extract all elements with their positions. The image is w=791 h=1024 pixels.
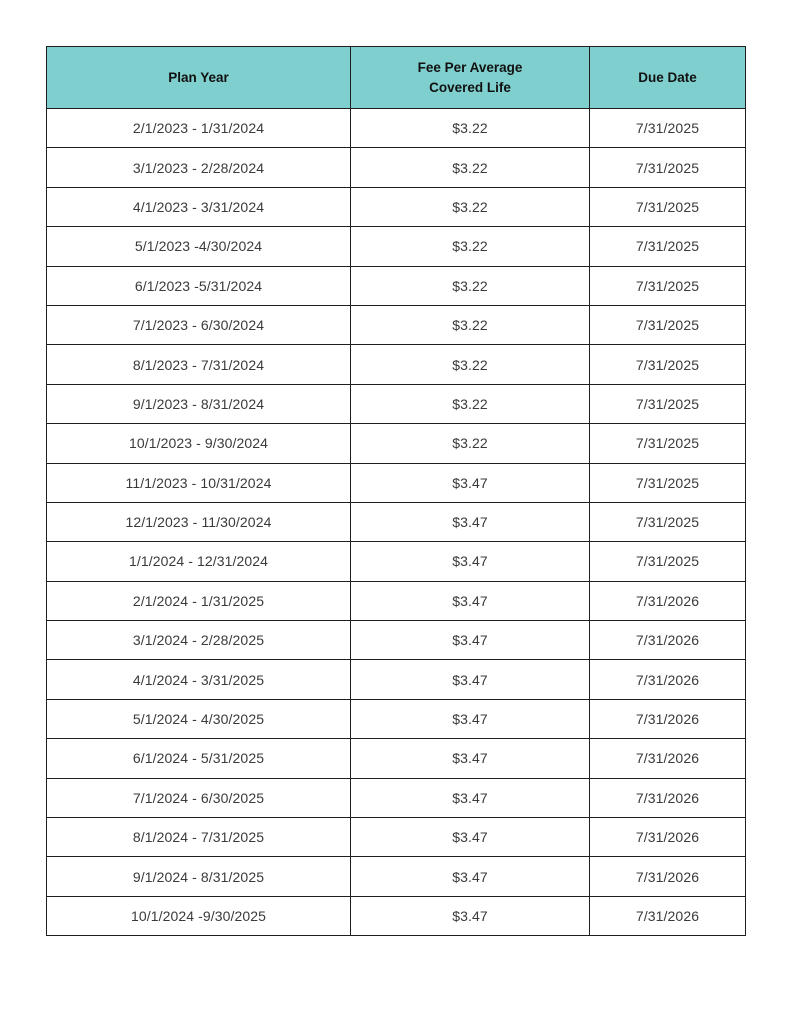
fee-cell: $3.22: [351, 109, 590, 148]
plan-year-cell: 1/1/2024 - 12/31/2024: [47, 542, 351, 581]
table-row: [47, 384, 746, 423]
fee-cell: $3.47: [351, 621, 590, 660]
due-date-cell: 7/31/2026: [590, 660, 746, 699]
due-date-cell: 7/31/2026: [590, 778, 746, 817]
fee-cell: $3.22: [351, 227, 590, 266]
plan-year-cell: 11/1/2023 - 10/31/2024: [47, 463, 351, 502]
fee-cell: $3.47: [351, 502, 590, 541]
plan-year-cell: 8/1/2023 - 7/31/2024: [47, 345, 351, 384]
due-date-cell: 7/31/2026: [590, 739, 746, 778]
plan-year-cell: 10/1/2024 -9/30/2025: [47, 896, 351, 935]
table-row: [47, 148, 746, 187]
due-date-cell: 7/31/2025: [590, 227, 746, 266]
table-row: [47, 227, 746, 266]
due-date-cell: 7/31/2026: [590, 818, 746, 857]
plan-year-cell: 3/1/2024 - 2/28/2025: [47, 621, 351, 660]
due-date-cell: 7/31/2026: [590, 857, 746, 896]
header-fee-line-1: Fee Per Average: [417, 59, 523, 75]
table-row: [47, 621, 746, 660]
fee-cell: $3.47: [351, 463, 590, 502]
table-row: [47, 542, 746, 581]
header-due-date: Due Date: [590, 47, 746, 109]
table-row: [47, 424, 746, 463]
due-date-cell: 7/31/2025: [590, 109, 746, 148]
fee-cell: $3.47: [351, 739, 590, 778]
plan-year-cell: 8/1/2024 - 7/31/2025: [47, 818, 351, 857]
table-row: [47, 502, 746, 541]
table-row: [47, 345, 746, 384]
due-date-cell: 7/31/2026: [590, 621, 746, 660]
fee-cell: $3.22: [351, 305, 590, 344]
table-row: [47, 463, 746, 502]
table-row: [47, 739, 746, 778]
due-date-cell: 7/31/2025: [590, 187, 746, 226]
fee-cell: $3.47: [351, 857, 590, 896]
plan-year-cell: 4/1/2023 - 3/31/2024: [47, 187, 351, 226]
plan-year-cell: 3/1/2023 - 2/28/2024: [47, 148, 351, 187]
due-date-cell: 7/31/2025: [590, 424, 746, 463]
due-date-cell: 7/31/2025: [590, 266, 746, 305]
fee-schedule-table: [46, 46, 746, 936]
fee-cell: $3.47: [351, 660, 590, 699]
header-fee-line-2: Covered Life: [429, 79, 511, 95]
header-row: [47, 47, 746, 109]
plan-year-cell: 6/1/2024 - 5/31/2025: [47, 739, 351, 778]
due-date-cell: 7/31/2025: [590, 463, 746, 502]
fee-cell: $3.47: [351, 896, 590, 935]
fee-cell: $3.47: [351, 581, 590, 620]
header-plan-year: Plan Year: [47, 47, 351, 109]
plan-year-cell: 7/1/2024 - 6/30/2025: [47, 778, 351, 817]
plan-year-cell: 6/1/2023 -5/31/2024: [47, 266, 351, 305]
fee-cell: $3.47: [351, 778, 590, 817]
table-row: [47, 660, 746, 699]
fee-cell: $3.22: [351, 345, 590, 384]
fee-cell: $3.22: [351, 266, 590, 305]
due-date-cell: 7/31/2026: [590, 699, 746, 738]
plan-year-cell: 4/1/2024 - 3/31/2025: [47, 660, 351, 699]
plan-year-cell: 2/1/2024 - 1/31/2025: [47, 581, 351, 620]
due-date-cell: 7/31/2026: [590, 581, 746, 620]
due-date-cell: 7/31/2025: [590, 542, 746, 581]
plan-year-cell: 9/1/2023 - 8/31/2024: [47, 384, 351, 423]
plan-year-cell: 5/1/2024 - 4/30/2025: [47, 699, 351, 738]
table-row: [47, 581, 746, 620]
table-row: [47, 857, 746, 896]
plan-year-cell: 2/1/2023 - 1/31/2024: [47, 109, 351, 148]
plan-year-cell: 12/1/2023 - 11/30/2024: [47, 502, 351, 541]
fee-cell: $3.22: [351, 384, 590, 423]
due-date-cell: 7/31/2025: [590, 345, 746, 384]
due-date-cell: 7/31/2025: [590, 384, 746, 423]
fee-cell: $3.47: [351, 818, 590, 857]
fee-cell: $3.22: [351, 424, 590, 463]
fee-cell: $3.22: [351, 148, 590, 187]
plan-year-cell: 10/1/2023 - 9/30/2024: [47, 424, 351, 463]
table-row: [47, 699, 746, 738]
table-row: [47, 187, 746, 226]
table-row: [47, 818, 746, 857]
plan-year-cell: 9/1/2024 - 8/31/2025: [47, 857, 351, 896]
table-row: [47, 305, 746, 344]
fee-cell: $3.47: [351, 542, 590, 581]
due-date-cell: 7/31/2025: [590, 502, 746, 541]
fee-cell: $3.22: [351, 187, 590, 226]
table-row: [47, 266, 746, 305]
table-row: [47, 896, 746, 935]
due-date-cell: 7/31/2025: [590, 148, 746, 187]
table-row: [47, 109, 746, 148]
plan-year-cell: 7/1/2023 - 6/30/2024: [47, 305, 351, 344]
table-header: [47, 47, 746, 109]
header-fee-per-average-covered-life: [351, 47, 590, 109]
table-body: [47, 109, 746, 936]
fee-cell: $3.47: [351, 699, 590, 738]
table-row: [47, 778, 746, 817]
due-date-cell: 7/31/2025: [590, 305, 746, 344]
plan-year-cell: 5/1/2023 -4/30/2024: [47, 227, 351, 266]
due-date-cell: 7/31/2026: [590, 896, 746, 935]
